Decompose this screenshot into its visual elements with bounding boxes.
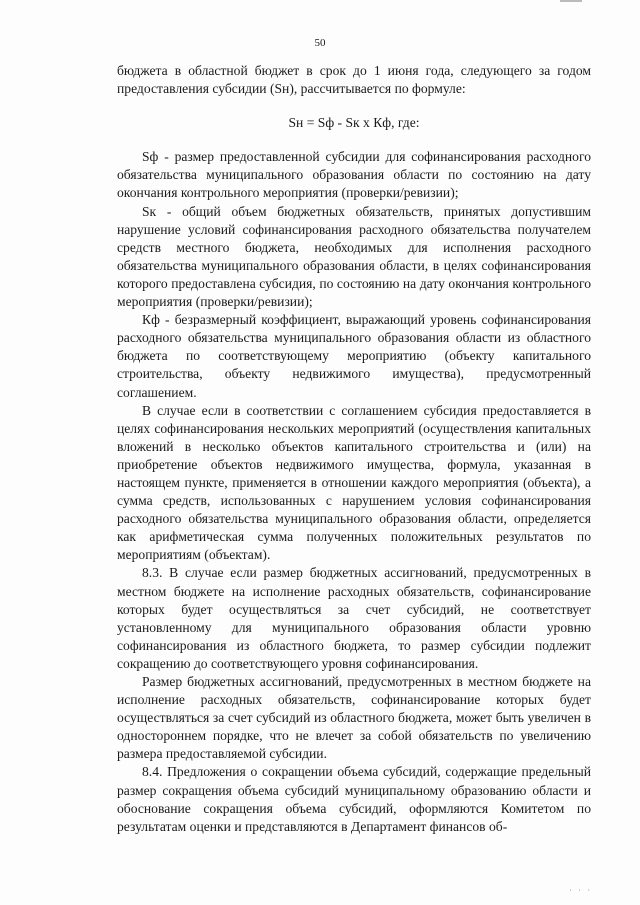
body-text [117,62,591,836]
scan-corner-mark: · · · [569,886,592,895]
paragraph-allocation-increase: Размер бюджетных ассигнований, предусмотренных в местном бюджете на исполнение расходных обязательств, софинансирование которых будет осуществляться за счет субсидий из областного бюджета, может быть увеличен в одностороннем порядке, что не влечет за собой обязательств по увеличению размера предоставляемой субсидии. [117,674,591,762]
paragraph-sf-definition: Sф - размер предоставленной субсидии для софинансирования расходного обязательства муниципального образования области по состоянию на дату окончания контрольного мероприятия (проверки/ревизии); [117,149,591,201]
paragraph-8-4: 8.4. Предложения о сокращении объема субсидий, содержащие предельный размер сокращения объема субсидий муниципальному образованию области и обоснование сокращения объема субсидий, оформляются Комитетом по результатам оценки и представляются в Департамент финансов об- [117,764,591,834]
paragraph-8-3: 8.3. В случае если размер бюджетных ассигнований, предусмотренных в местном бюджете на исполнение расходных обязательств, софинансирование которых будет осуществляться за счет субсидий, не соответствует установленному для муниципального образования области уровню софинансирования из областного бюджета, то размер субсидии подлежит сокращению до соответствующего уровня софинансирования. [117,565,591,671]
paragraph-sk-definition: Sк - общий объем бюджетных обязательств, принятых допустившим нарушение условий софинансирования расходного обязательства получателем средств местного бюджета, необходимых для исполнения расходного обязательства муниципального образования области, в целях софинансирования которого предоставлена субсидия, по состоянию на дату окончания контрольного мероприятия (проверки/ревизии); [117,203,591,310]
scan-artifact [560,0,582,2]
paragraph-multiple-objects: В случае если в соответствии с соглашением субсидия предоставляется в целях софинансирования нескольких мероприятий (осуществления капитальных вложений в несколько объектов капитального строительства и (или) на приобретение объектов недвижимого имущества, формула, указанная в настоящем пункте, применяется в отношении каждого мероприятия (объекта), а сумма средств, использованных с нарушением условия софинансирования расходного обязательства муниципального образования области, определяется как арифметическая сумма полученных положительных результатов по мероприятиям (объектам). [117,402,591,563]
paragraph-kf-definition: Кф - безразмерный коэффициент, выражающий уровень софинансирования расходного обязательства муниципального образования области из областного бюджета по соответствующему мероприятию (объекту капитального строительства, объекту недвижимого имущества), предусмотренный соглашением. [117,312,591,400]
formula: Sн = Sф - Sк x Кф, где: [288,115,420,131]
paragraph-continuation: бюджета в областной бюджет в срок до 1 июня года, следующего за годом предоставления субсидии (Sн), рассчитывается по формуле: [117,63,591,97]
page-number: 50 [314,37,326,49]
